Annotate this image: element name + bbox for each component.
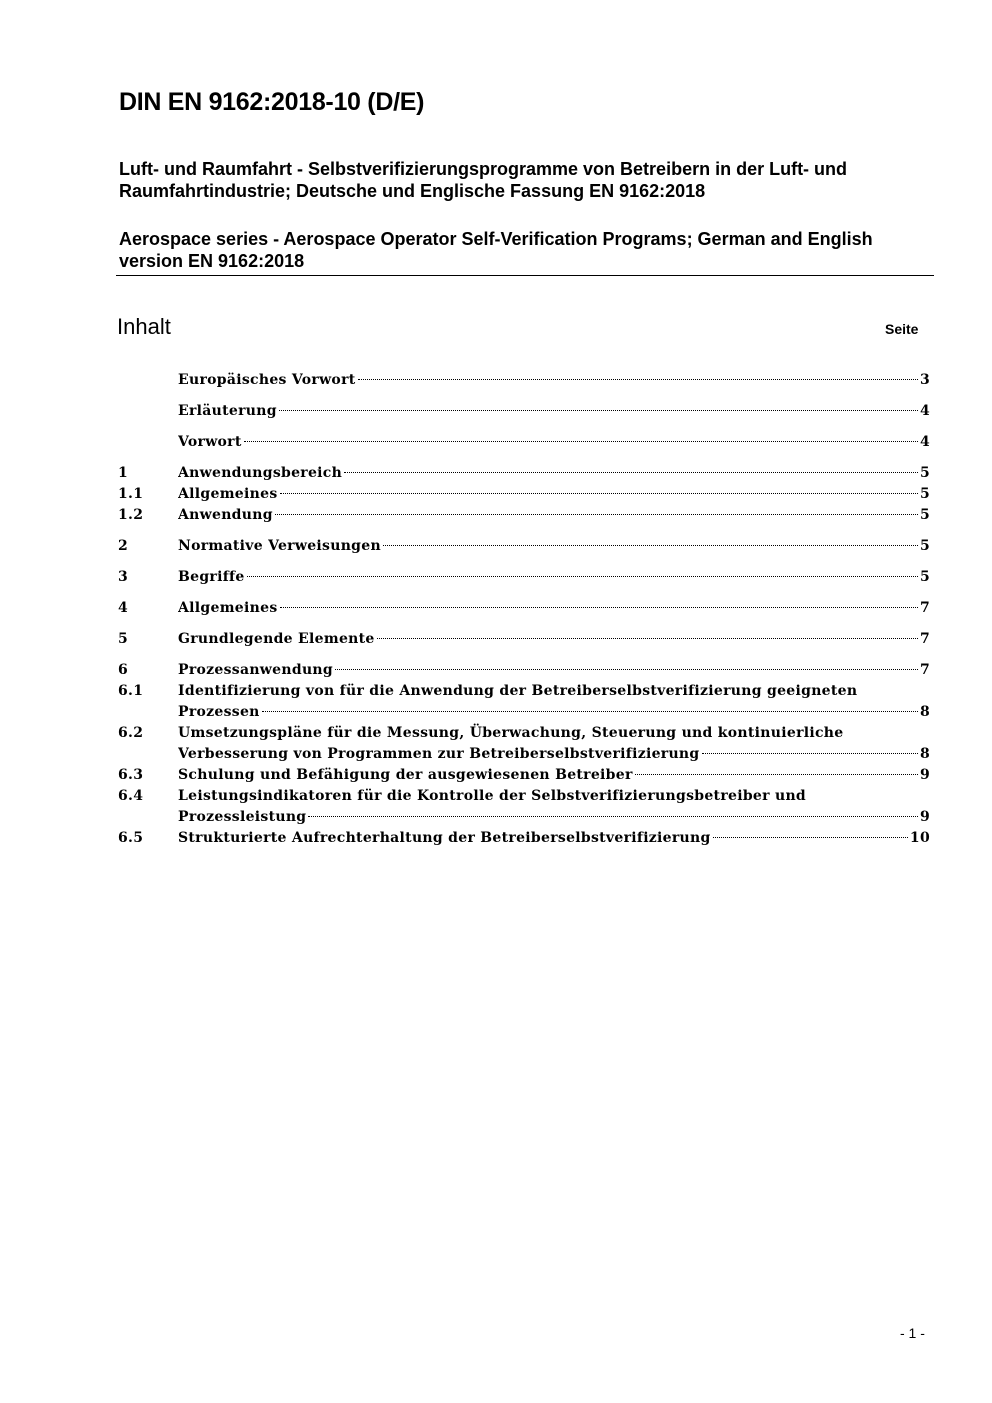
toc-entry-page: 5 xyxy=(919,538,930,554)
toc-entry-number: 6 xyxy=(118,662,129,678)
toc-entry[interactable] xyxy=(118,598,930,619)
toc-entry-page: 4 xyxy=(919,403,930,419)
toc-entry-number: 1 xyxy=(118,465,129,481)
toc-leader-dots xyxy=(635,774,918,775)
toc-leader-dots xyxy=(713,837,908,838)
toc-entry-title: Strukturierte Aufrechterhaltung der Betreiberselbstverifizierung xyxy=(178,830,711,846)
toc-entry-page: 5 xyxy=(919,465,930,481)
table-of-contents xyxy=(118,370,930,849)
toc-entry-title: Verbesserung von Programmen zur Betreiberselbstverifizierung xyxy=(178,746,700,762)
toc-entry[interactable] xyxy=(118,723,930,765)
toc-heading: Inhalt xyxy=(117,314,171,339)
toc-leader-dots xyxy=(383,545,918,546)
toc-entry-page: 5 xyxy=(919,507,930,523)
toc-leader-dots xyxy=(244,441,918,442)
toc-entry-title: Allgemeines xyxy=(178,486,278,502)
toc-entry[interactable] xyxy=(118,401,930,422)
toc-entry-title-line1: Umsetzungspläne für die Messung, Überwachung, Steuerung und kontinuierliche xyxy=(178,725,844,741)
toc-entry[interactable] xyxy=(118,432,930,453)
document-title-german: Luft- und Raumfahrt - Selbstverifizierungsprogramme von Betreibern in der Luft- und Raumfahrtindustrie; Deutsche und Englische Fassung EN 9162:2018 xyxy=(119,159,848,201)
toc-entry-title: Vorwort xyxy=(178,434,242,450)
toc-entry-page: 9 xyxy=(919,809,930,825)
toc-entry-number: 1.2 xyxy=(118,507,144,523)
toc-entry[interactable] xyxy=(118,660,930,681)
toc-entry-title: Anwendung xyxy=(178,507,273,523)
toc-entry-page: 7 xyxy=(919,600,930,616)
document-title-english: Aerospace series - Aerospace Operator Self-Verification Programs; German and English version EN 9162:2018 xyxy=(119,229,873,271)
toc-leader-dots xyxy=(262,711,918,712)
toc-entry-title: Anwendungsbereich xyxy=(178,465,343,481)
toc-leader-dots xyxy=(335,669,918,670)
toc-entry-number: 6.4 xyxy=(118,788,144,804)
toc-leader-dots xyxy=(308,816,918,817)
toc-entry-page: 7 xyxy=(919,631,930,647)
toc-leader-dots xyxy=(279,410,918,411)
toc-leader-dots xyxy=(275,514,918,515)
toc-entry-number: 6.5 xyxy=(118,830,144,846)
toc-entry-number xyxy=(118,370,178,391)
toc-entry[interactable] xyxy=(118,536,930,557)
toc-entry-title: Allgemeines xyxy=(178,600,278,616)
toc-entry-title: Erläuterung xyxy=(178,403,277,419)
page-number: - 1 - xyxy=(900,1325,925,1341)
toc-entry-number xyxy=(118,432,178,453)
header-divider xyxy=(116,275,934,276)
toc-entry-title: Begriffe xyxy=(178,569,245,585)
toc-entry-page: 8 xyxy=(919,704,930,720)
toc-entry-number: 4 xyxy=(118,600,129,616)
toc-entry-title: Schulung und Befähigung der ausgewiesenen Betreiber xyxy=(178,767,633,783)
toc-entry[interactable] xyxy=(118,681,930,723)
toc-entry-title-line1: Leistungsindikatoren für die Kontrolle der Selbstverifizierungsbetreiber und xyxy=(178,788,807,804)
toc-entry[interactable] xyxy=(118,765,930,786)
toc-entry-title: Grundlegende Elemente xyxy=(178,631,375,647)
toc-entry[interactable] xyxy=(118,828,930,849)
toc-leader-dots xyxy=(377,638,918,639)
toc-entry[interactable] xyxy=(118,463,930,484)
toc-leader-dots xyxy=(344,472,918,473)
toc-entry[interactable] xyxy=(118,370,930,391)
toc-entry-number xyxy=(118,401,178,422)
toc-entry[interactable] xyxy=(118,505,930,526)
toc-entry-title: Prozessen xyxy=(178,704,260,720)
toc-entry-number: 5 xyxy=(118,631,129,647)
toc-entry-page: 8 xyxy=(919,746,930,762)
toc-leader-dots xyxy=(358,379,918,380)
toc-leader-dots xyxy=(702,753,918,754)
toc-entry-number: 2 xyxy=(118,538,129,554)
toc-leader-dots xyxy=(280,493,918,494)
toc-entry-title: Prozessanwendung xyxy=(178,662,333,678)
toc-entry-number: 6.3 xyxy=(118,767,144,783)
toc-entry-number: 1.1 xyxy=(118,486,144,502)
toc-leader-dots xyxy=(247,576,918,577)
toc-entry[interactable] xyxy=(118,786,930,828)
toc-entry[interactable] xyxy=(118,567,930,588)
toc-leader-dots xyxy=(280,607,918,608)
toc-entry-title: Prozessleistung xyxy=(178,809,307,825)
toc-entry-page: 10 xyxy=(909,830,930,846)
toc-entry-page: 7 xyxy=(919,662,930,678)
toc-entry-number: 6.2 xyxy=(118,725,144,741)
toc-entry-page: 5 xyxy=(919,486,930,502)
toc-entry-number: 6.1 xyxy=(118,683,144,699)
toc-page-column-label: Seite xyxy=(885,321,919,337)
toc-entry-page: 5 xyxy=(919,569,930,585)
toc-entry-number: 3 xyxy=(118,569,129,585)
toc-entry-title: Normative Verweisungen xyxy=(178,538,381,554)
toc-entry-page: 9 xyxy=(919,767,930,783)
document-id: DIN EN 9162:2018-10 (D/E) xyxy=(119,88,425,116)
toc-entry[interactable] xyxy=(118,629,930,650)
toc-entry-title-line1: Identifizierung von für die Anwendung der Betreiberselbstverifizierung geeigneten xyxy=(178,683,858,699)
toc-entry-page: 3 xyxy=(919,372,930,388)
toc-entry-page: 4 xyxy=(919,434,930,450)
toc-entry-title: Europäisches Vorwort xyxy=(178,372,356,388)
toc-entry[interactable] xyxy=(118,484,930,505)
